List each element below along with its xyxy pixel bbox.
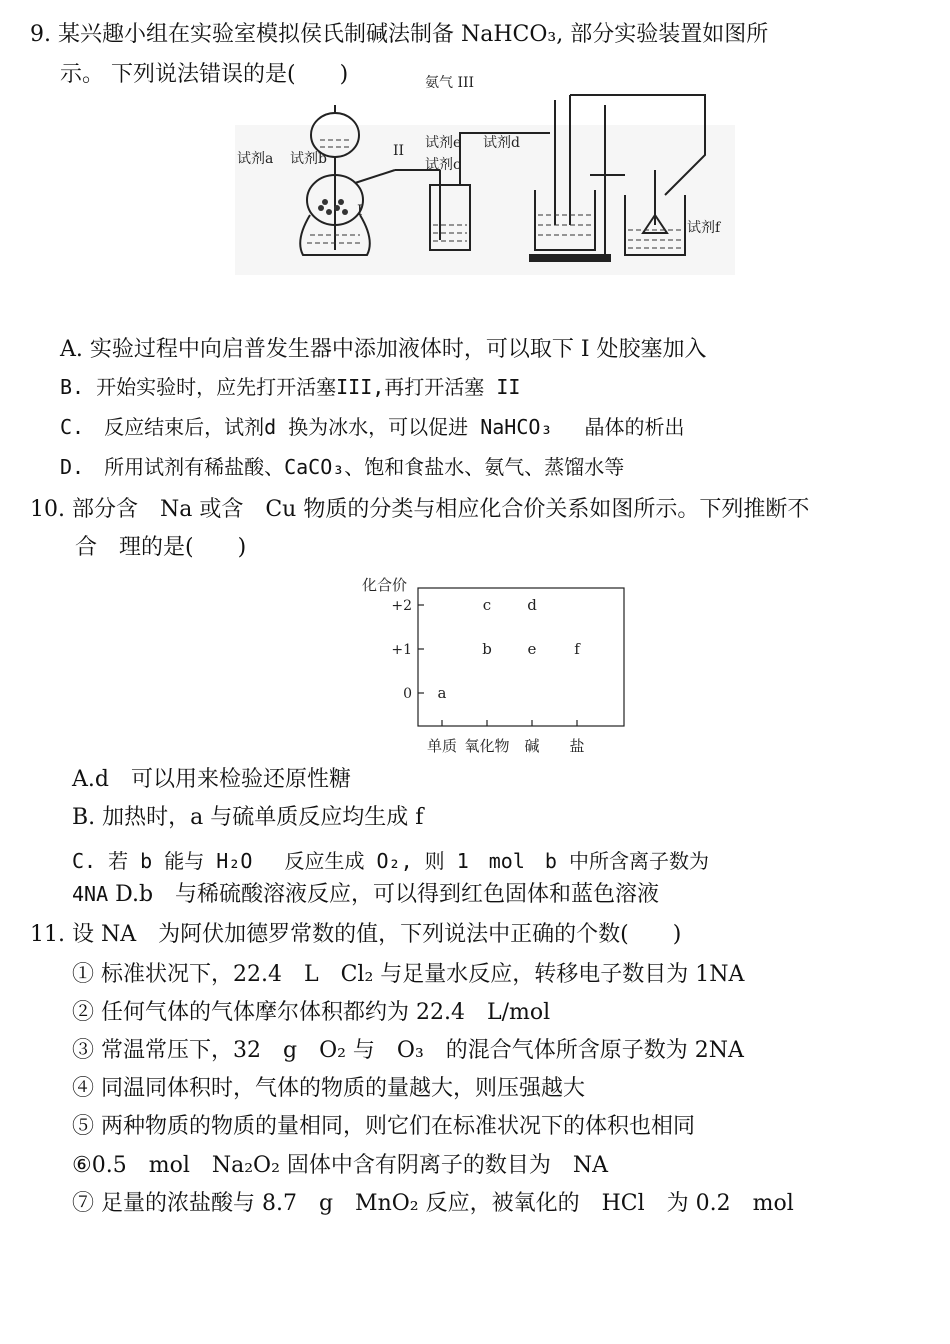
y-tick-label: +1 (391, 642, 412, 658)
q11-item: ⑥0.5 mol Na₂O₂ 固体中含有阴离子的数目为 NA (72, 1153, 609, 1178)
valence-chart (360, 570, 640, 765)
q10-stem-line-1: 10. 部分含 Na 或含 Cu 物质的分类与相应化合价关系如图所示。下列推断不 (30, 497, 810, 522)
q10-option-a: A.d 可以用来检验还原性糖 (72, 767, 351, 792)
q10-option-d: D.b 与稀硫酸溶液反应，可以得到红色固体和蓝色溶液 (115, 882, 660, 907)
q9-option-b: B. 开始实验时，应先打开活塞III,再打开活塞 II (60, 375, 521, 399)
q11-item: ⑦ 足量的浓盐酸与 8.7 g MnO₂ 反应，被氧化的 HCl 为 0.2 mol (72, 1191, 794, 1216)
label-reagent-b: 试剂b (290, 151, 327, 167)
q11-item: ③ 常温常压下，32 g O₂ 与 O₃ 的混合气体所含原子数为 2NA (72, 1038, 744, 1063)
data-point-a: a (437, 684, 447, 702)
x-tick-label: 盐 (569, 737, 585, 755)
q10-stem-line-2: 合 理的是( ) (75, 535, 247, 560)
q11-item: ② 任何气体的气体摩尔体积都约为 22.4 L/mol (72, 1000, 551, 1025)
data-point-c: c (482, 596, 492, 614)
data-point-e: e (527, 640, 537, 658)
chart-frame (418, 588, 624, 726)
label-reagent-d: 试剂d (483, 135, 520, 151)
q11-stem: 11. 设 NA 为阿伏加德罗常数的值，下列说法中正确的个数( ) (30, 922, 682, 947)
data-point-d: d (527, 596, 537, 614)
label-reagent-a: 试剂a (237, 151, 274, 167)
q11-item: ⑤ 两种物质的物质的量相同，则它们在标准状况下的体积也相同 (72, 1114, 695, 1139)
q10-option-b: B. 加热时，a 与硫单质反应均生成 f (72, 805, 424, 830)
data-point-b: b (482, 640, 492, 658)
q9-option-a: A. 实验过程中向启普发生器中添加液体时，可以取下 I 处胶塞加入 (60, 337, 707, 362)
chart-y-label: 化合价 (362, 576, 408, 594)
q9-option-c: C. 反应结束后，试剂d 换为冰水，可以促进 NaHCO₃ 晶体的析出 (60, 415, 685, 439)
q9-option-d: D. 所用试剂有稀盐酸、CaCO₃、饱和食盐水、氨气、蒸馏水等 (60, 455, 625, 479)
q10-option-c-line-1: C. 若 b 能与 H₂O 反应生成 O₂, 则 1 mol b 中所含离子数为 (72, 849, 709, 873)
q9-apparatus-figure (225, 65, 745, 280)
q11-item: ④ 同温同体积时，气体的物质的量越大，则压强越大 (72, 1076, 585, 1101)
x-tick-label: 氧化物 (464, 737, 510, 755)
label-reagent-e: 试剂e (425, 135, 462, 151)
data-point-f: f (574, 640, 580, 658)
label-stopper-1: I (357, 203, 363, 219)
q9-stem-line-2: 示。 下列说法错误的是( ) (60, 62, 349, 87)
q10-option-c-line-2 (72, 879, 659, 910)
q10-option-c-answer: 4NA (72, 882, 109, 906)
x-tick-label: 碱 (524, 737, 540, 755)
label-reagent-f: 试剂f (687, 220, 721, 236)
x-tick-label: 单质 (426, 737, 458, 755)
label-reagent-c: 试剂c (425, 157, 461, 173)
y-tick-label: +2 (391, 598, 412, 614)
q11-item: ① 标准状况下，22.4 L Cl₂ 与足量水反应，转移电子数目为 1NA (72, 962, 745, 987)
label-ammonia: 氨气 III (425, 75, 475, 91)
y-tick-label: 0 (403, 686, 412, 702)
label-stopcock-2: II (393, 143, 405, 159)
q9-stem-line-1: 9. 某兴趣小组在实验室模拟侯氏制碱法制备 NaHCO₃, 部分实验装置如图所 (30, 22, 769, 47)
